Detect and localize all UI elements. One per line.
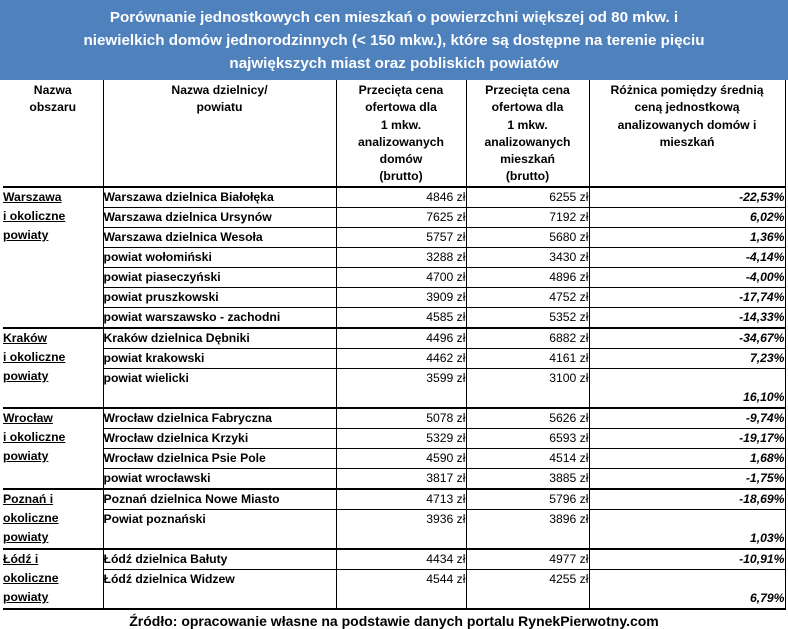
table-row — [3, 408, 785, 429]
source-note: Źródło: opracowanie własne na podstawie danych portalu RynekPierwotny.com — [129, 612, 659, 629]
area-name-line: powiaty — [3, 589, 49, 604]
houses-price: 7625 zł — [336, 207, 466, 227]
district-name: powiat wielicki — [103, 368, 336, 408]
price-difference: -18,69% — [589, 489, 785, 510]
flats-price: 5680 zł — [466, 227, 589, 247]
district-name: Łódź dzielnica Bałuty — [103, 549, 336, 570]
area-name-line: i okoliczne — [3, 208, 66, 223]
table-row — [3, 368, 785, 408]
area-name-line: powiaty — [3, 368, 49, 383]
houses-price: 4713 zł — [336, 489, 466, 510]
flats-price: 6593 zł — [466, 428, 589, 448]
header-line: domów — [379, 152, 423, 167]
area-name — [3, 489, 103, 549]
header-line: Nazwa — [33, 83, 72, 97]
district-name: powiat warszawsko - zachodni — [103, 307, 336, 328]
title-line: niewielkich domów jednorodzinnych (< 150 mkw.), które są dostępne na terenie pięciu — [83, 32, 705, 49]
houses-price: 5757 zł — [336, 227, 466, 247]
area-name — [3, 328, 103, 408]
houses-price: 5078 zł — [336, 408, 466, 429]
table-row — [3, 247, 785, 267]
header-line: ceną jednostkową — [634, 100, 740, 115]
table-row — [3, 428, 785, 448]
price-difference: -17,74% — [589, 287, 785, 307]
district-name: powiat piaseczyński — [103, 267, 336, 287]
flats-price: 3430 zł — [466, 247, 589, 267]
table-row — [3, 348, 785, 368]
flats-price: 4255 zł — [466, 569, 589, 609]
table-title — [0, 0, 788, 80]
table-row — [3, 549, 785, 570]
area-name — [3, 549, 103, 609]
district-name: Poznań dzielnica Nowe Miasto — [103, 489, 336, 510]
houses-price: 3288 zł — [336, 247, 466, 267]
houses-price: 3936 zł — [336, 509, 466, 549]
houses-price: 5329 zł — [336, 428, 466, 448]
title-line: największych miast oraz pobliskich powiatów — [229, 55, 559, 72]
flats-price: 4977 zł — [466, 549, 589, 570]
header-line: Przecięta cena — [485, 83, 570, 97]
header-difference — [589, 80, 785, 187]
houses-price: 3599 zł — [336, 368, 466, 408]
table-row — [3, 468, 785, 489]
header-line: 1 mkw. — [507, 117, 548, 132]
houses-price: 4434 zł — [336, 549, 466, 570]
header-line: analizowanych — [484, 134, 571, 149]
price-difference: -1,75% — [589, 468, 785, 489]
area-name-line: Łódź i — [3, 551, 39, 566]
flats-price: 5626 zł — [466, 408, 589, 429]
price-difference: 6,02% — [589, 207, 785, 227]
price-difference: -34,67% — [589, 328, 785, 349]
price-difference: -10,91% — [589, 549, 785, 570]
table-row — [3, 307, 785, 328]
houses-price: 4700 zł — [336, 267, 466, 287]
district-name: Warszawa dzielnica Wesoła — [103, 227, 336, 247]
flats-price: 4161 zł — [466, 348, 589, 368]
price-difference: 1,03% — [589, 509, 785, 549]
houses-price: 4462 zł — [336, 348, 466, 368]
area-name-line: i okoliczne — [3, 429, 66, 444]
price-difference: -9,74% — [589, 408, 785, 429]
district-name: Warszawa dzielnica Ursynów — [103, 207, 336, 227]
area-name — [3, 187, 103, 328]
flats-price: 5796 zł — [466, 489, 589, 510]
houses-price: 3817 zł — [336, 468, 466, 489]
table-row — [3, 207, 785, 227]
table-row — [3, 489, 785, 510]
flats-price: 6882 zł — [466, 328, 589, 349]
header-line: (brutto) — [505, 169, 550, 184]
table-row — [3, 227, 785, 247]
header-district — [103, 80, 336, 187]
header-line: Nazwa dzielnicy/ — [171, 83, 268, 97]
area-name-line: okoliczne — [3, 510, 59, 525]
area-name-line: i okoliczne — [3, 349, 66, 364]
header-line: 1 mkw. — [380, 117, 422, 132]
area-name-line: powiaty — [3, 448, 49, 463]
area-name-line: Poznań i — [3, 491, 54, 506]
area-name-line: Kraków — [3, 330, 48, 345]
flats-price: 5352 zł — [466, 307, 589, 328]
table-row — [3, 448, 785, 468]
header-line: mieszkań — [659, 134, 715, 149]
table-body — [3, 187, 785, 609]
table-row — [3, 328, 785, 349]
price-difference: 6,79% — [589, 569, 785, 609]
district-name: Wrocław dzielnica Krzyki — [103, 428, 336, 448]
district-name: powiat krakowski — [103, 348, 336, 368]
header-area — [3, 80, 103, 187]
houses-price: 4496 zł — [336, 328, 466, 349]
flats-price: 3896 zł — [466, 509, 589, 549]
area-name-line: powiaty — [3, 227, 49, 242]
header-line: (brutto) — [379, 169, 423, 184]
district-name: powiat pruszkowski — [103, 287, 336, 307]
price-difference: 16,10% — [589, 368, 785, 408]
area-name-line: Warszawa — [3, 189, 62, 204]
flats-price: 6255 zł — [466, 187, 589, 208]
area-name — [3, 408, 103, 489]
header-line: Przecięta cena — [358, 83, 444, 97]
header-line: obszaru — [29, 100, 77, 115]
header-houses-price — [336, 80, 466, 187]
district-name: powiat wołomiński — [103, 247, 336, 267]
table-row — [3, 569, 785, 609]
price-difference: 7,23% — [589, 348, 785, 368]
header-row — [3, 80, 785, 187]
houses-price: 4590 zł — [336, 448, 466, 468]
header-line: Różnica pomiędzy średnią — [610, 83, 764, 97]
flats-price: 3100 zł — [466, 368, 589, 408]
houses-price: 4544 zł — [336, 569, 466, 609]
district-name: Powiat poznański — [103, 509, 336, 549]
table-row — [3, 287, 785, 307]
flats-price: 4896 zł — [466, 267, 589, 287]
header-line: ofertowa dla — [491, 100, 564, 115]
price-difference: -4,00% — [589, 267, 785, 287]
district-name: powiat wrocławski — [103, 468, 336, 489]
price-difference: -14,33% — [589, 307, 785, 328]
table-row — [3, 509, 785, 549]
price-difference: -4,14% — [589, 247, 785, 267]
district-name: Wrocław dzielnica Psie Pole — [103, 448, 336, 468]
area-name-line: okoliczne — [3, 570, 59, 585]
flats-price: 3885 zł — [466, 468, 589, 489]
houses-price: 4846 zł — [336, 187, 466, 208]
district-name: Warszawa dzielnica Białołęka — [103, 187, 336, 208]
flats-price: 4752 zł — [466, 287, 589, 307]
header-line: ofertowa dla — [365, 100, 437, 115]
price-difference: 1,68% — [589, 448, 785, 468]
area-name-line: Wrocław — [3, 410, 53, 425]
district-name: Łódź dzielnica Widzew — [103, 569, 336, 609]
price-difference: -22,53% — [589, 187, 785, 208]
houses-price: 4585 zł — [336, 307, 466, 328]
area-name-line: powiaty — [3, 529, 49, 544]
table-row — [3, 187, 785, 208]
price-difference: 1,36% — [589, 227, 785, 247]
header-flats-price — [466, 80, 589, 187]
price-difference: -19,17% — [589, 428, 785, 448]
header-line: analizowanych domów i — [617, 117, 757, 132]
header-line: mieszkań — [500, 152, 555, 167]
table-row — [3, 267, 785, 287]
district-name: Kraków dzielnica Dębniki — [103, 328, 336, 349]
title-line: Porównanie jednostkowych cen mieszkań o powierzchni większej od 80 mkw. i — [109, 9, 679, 26]
flats-price: 7192 zł — [466, 207, 589, 227]
flats-price: 4514 zł — [466, 448, 589, 468]
price-table — [3, 80, 786, 610]
header-line: powiatu — [196, 100, 243, 115]
header-line: analizowanych — [357, 134, 444, 149]
district-name: Wrocław dzielnica Fabryczna — [103, 408, 336, 429]
houses-price: 3909 zł — [336, 287, 466, 307]
